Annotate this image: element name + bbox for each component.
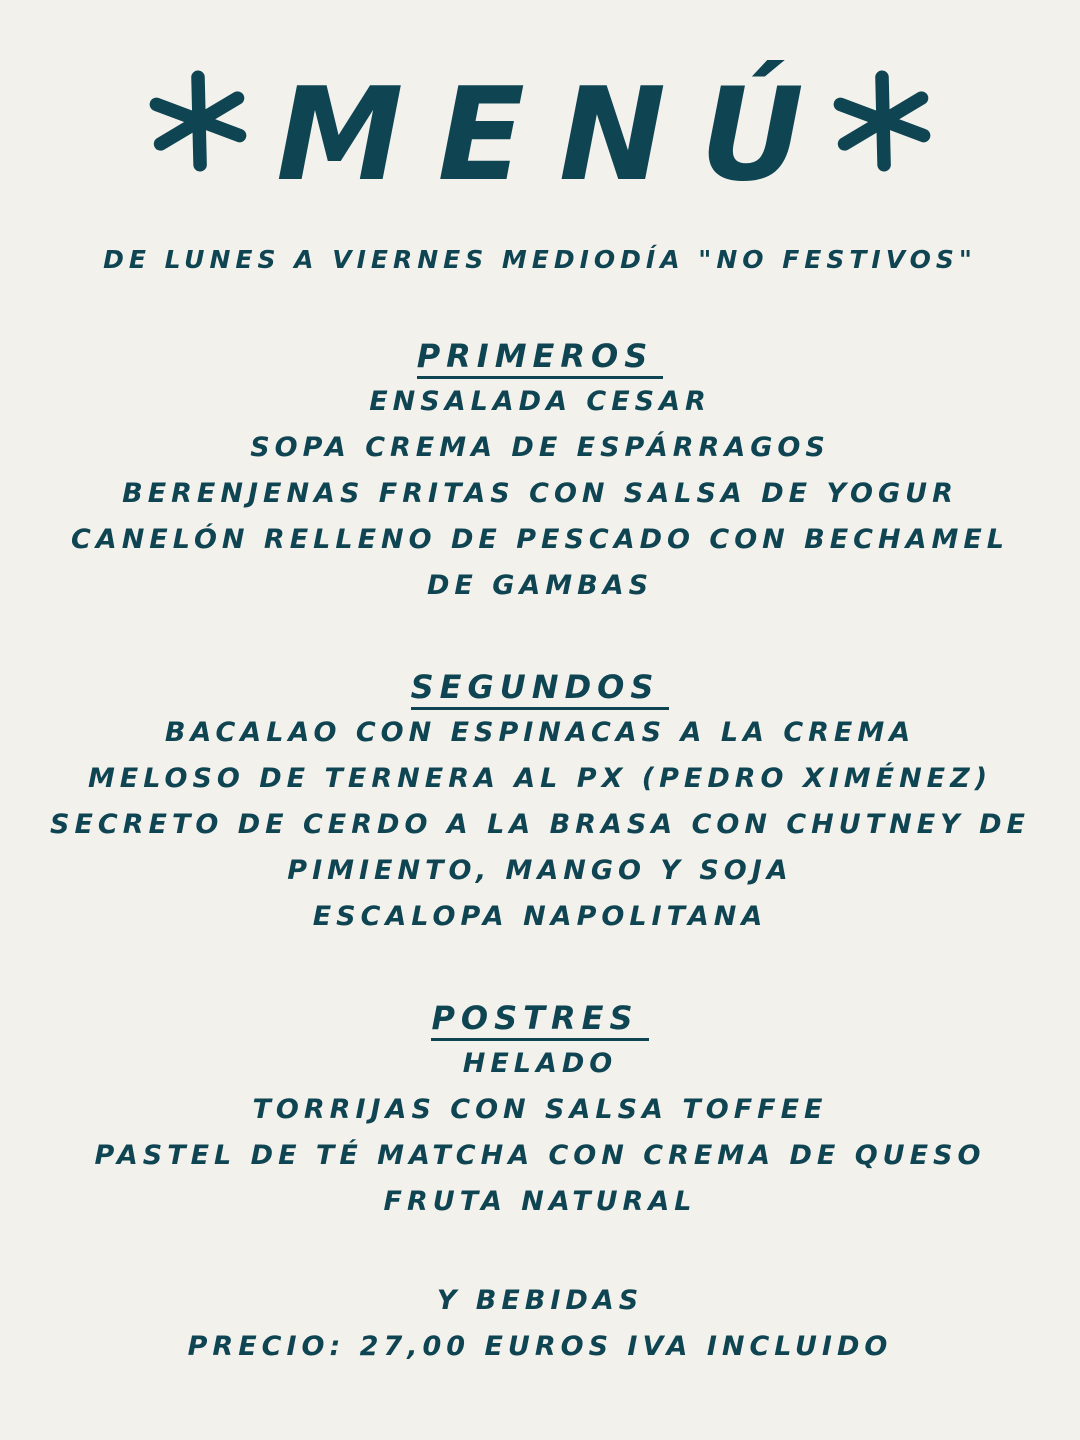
section-title bbox=[40, 995, 1040, 1041]
section-title-text: POSTRES bbox=[431, 998, 648, 1041]
drinks-note: Y BEBIDAS bbox=[436, 1285, 644, 1316]
menu-footer bbox=[40, 1278, 1040, 1370]
section-primeros bbox=[40, 333, 1040, 609]
section-title bbox=[40, 333, 1040, 379]
section-title-text: SEGUNDOS bbox=[411, 667, 670, 710]
menu-item: SOPA CREMA DE ESPÁRRAGOS bbox=[250, 432, 830, 463]
asterisk-icon bbox=[146, 69, 250, 173]
menu-item: ESCALOPA NAPOLITANA bbox=[312, 901, 768, 932]
menu-subtitle: DE LUNES A VIERNES MEDIODÍA "NO FESTIVOS" bbox=[103, 245, 977, 274]
menu-item: TORRIJAS CON SALSA TOFFEE bbox=[252, 1094, 828, 1125]
menu-item: MELOSO DE TERNERA AL PX (PEDRO XIMÉNEZ) bbox=[87, 763, 993, 794]
menu-item: PASTEL DE TÉ MATCHA CON CREMA DE QUESO bbox=[94, 1140, 986, 1171]
menu-item: BERENJENAS FRITAS CON SALSA DE YOGUR bbox=[122, 478, 958, 509]
menu-item: FRUTA NATURAL bbox=[383, 1186, 697, 1217]
section-title-text: PRIMEROS bbox=[417, 336, 664, 379]
section-title bbox=[40, 664, 1040, 710]
section-postres bbox=[40, 995, 1040, 1225]
menu-item: SECRETO DE CERDO A LA BRASA CON CHUTNEY DE PIMIENTO, MANGO Y SOJA bbox=[50, 809, 1030, 886]
section-segundos bbox=[40, 664, 1040, 940]
asterisk-icon bbox=[830, 69, 934, 173]
menu-item: CANELÓN RELLENO DE PESCADO CON BECHAMEL DE GAMBAS bbox=[70, 524, 1009, 601]
price-line: PRECIO: 27,00 EUROS IVA INCLUIDO bbox=[187, 1331, 893, 1362]
menu-item: HELADO bbox=[462, 1048, 618, 1079]
menu-title-row bbox=[0, 56, 1080, 216]
menu-item: BACALAO CON ESPINACAS A LA CREMA bbox=[164, 717, 916, 748]
menu-item: ENSALADA CESAR bbox=[369, 386, 711, 417]
page-title: MENÚ bbox=[276, 61, 838, 210]
